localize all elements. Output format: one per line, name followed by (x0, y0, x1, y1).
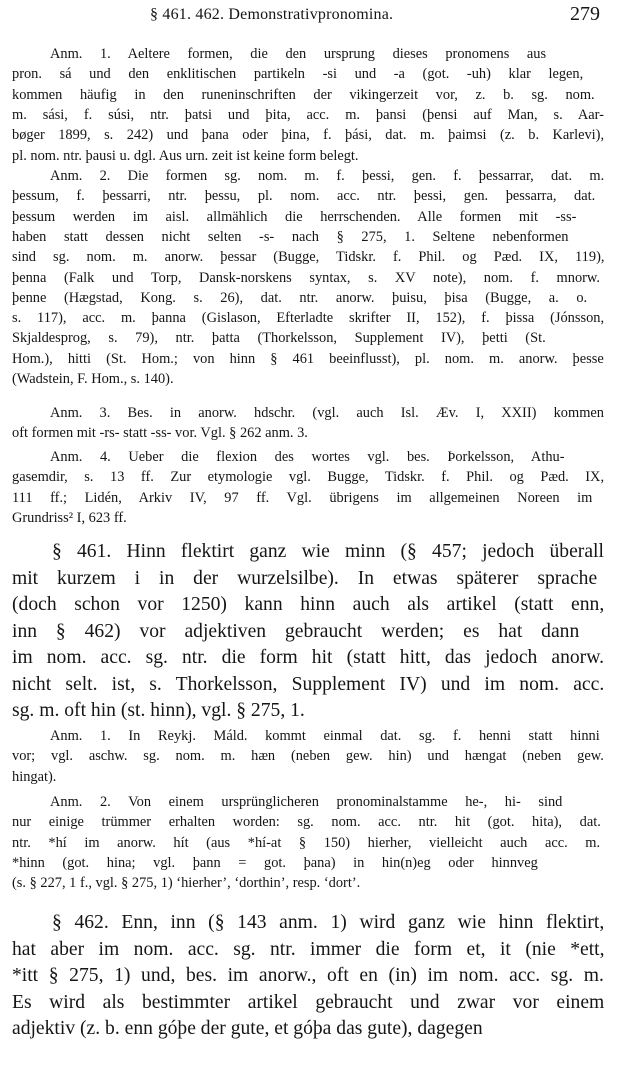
note-line: oft formen mit -rs- statt -ss- vor. Vgl. § 262 anm. 3. (12, 425, 308, 442)
page-number: 279 (570, 3, 600, 25)
paragraph-line: Es wird als bestimmter artikel gebraucht und zwar vor einem (12, 991, 605, 1013)
paragraph-line: im nom. acc. sg. ntr. die form hit (statt hitt, das jedoch anorw. (12, 647, 604, 668)
paragraph-line: § 461. Hinn flektirt ganz wie minn (§ 457; jedoch überall (52, 541, 604, 562)
note-line: Anm. 2. Die formen sg. nom. m. f. þessi, gen. f. þessarrar, dat. m. (50, 168, 605, 184)
note-line: Anm. 4. Ueber die flexion des wortes vgl. bes. Þorkelsson, Athu- (50, 449, 565, 465)
note-line: (Wadstein, F. Hom., s. 140). (12, 371, 174, 387)
page-header (0, 3, 620, 27)
note-line: Anm. 1. Aeltere formen, die den ursprung dieses pronomens aus (50, 46, 547, 62)
paragraph-line: sg. m. oft hin (st. hinn), vgl. § 275, 1. (12, 700, 305, 721)
note-line: kommen häufig in den runeninschriften der vikingerzeit vor, z. b. sg. nom. (12, 86, 595, 103)
note-line: Anm. 2. Von einem ursprünglicheren pronominalstamme he-, hi- sind (50, 794, 563, 810)
paragraph-line: adjektiv (z. b. enn góþe der gute, et góþa das gute), dagegen (12, 1018, 483, 1039)
note-line: vor; vgl. aschw. sg. nom. m. hæn (neben gew. hin) und hængat (neben gew. (12, 748, 604, 765)
note-line: pl. nom. ntr. þausi u. dgl. Aus urn. zeit ist keine form belegt. (12, 147, 359, 164)
note-line: Anm. 3. Bes. in anorw. hdschr. (vgl. auch Isl. Æv. I, XXII) kommen (50, 405, 604, 421)
note-line: *hinn (got. hina; vgl. þann = got. þana) in hin(n)eg oder hinnveg (12, 854, 538, 871)
note-line: 111 ff.; Lidén, Arkiv IV, 97 ff. Vgl. übrigens im allgemeinen Noreen im (12, 489, 593, 506)
paragraph-line: (doch schon vor 1250) kann hinn auch als artikel (statt enn, (12, 594, 605, 615)
note-line: sind sg. nom. m. anorw. þessar (Bugge, Tidskr. f. Phil. og Pæd. IX, 119), (12, 249, 605, 266)
note-line: Grundriss² I, 623 ff. (12, 509, 127, 526)
note-line: Hom.), hitti (St. Hom.; von hinn § 461 beeinflusst), pl. nom. m. anorw. þesse (12, 350, 604, 367)
note-line: bøger 1899, s. 242) und þana oder þina, f. þási, dat. m. þaimsi (z. b. Karlevi), (12, 127, 605, 144)
note-line: þessum, f. þessarri, ntr. þessu, pl. nom. acc. ntr. þessi, gen. þessarra, dat. (12, 188, 596, 205)
note-line: haben statt dessen nicht selten -s- nach § 275, 1. Seltene nebenformen (12, 228, 569, 245)
note-line: Anm. 1. In Reykj. Máld. kommt einmal dat. sg. f. henni statt hinni (50, 728, 600, 744)
note-line: Skjaldesprog, s. 79), ntr. þatta (Thorkelsson, Supplement IV), þetti (St. (12, 330, 546, 347)
paragraph-line: § 462. Enn, inn (§ 143 anm. 1) wird ganz wie hinn flektirt, (52, 912, 605, 933)
running-head: § 461. 462. Demonstrativpronomina. (150, 6, 394, 23)
paragraph-line: inn § 462) vor adjektiven gebraucht werden; es hat dann (12, 620, 580, 642)
note-line: gasemdir, s. 13 ff. Zur etymologie vgl. Bugge, Tidskr. f. Phil. og Pæd. IX, (12, 469, 605, 486)
note-line: þessum werden im aisl. allmählich die herrschenden. Alle formen mit -ss- (12, 208, 577, 225)
paragraph-line: mit kurzem i in der wurzelsilbe). In etwas späterer sprache (12, 567, 598, 589)
note-line: hingat). (12, 768, 57, 785)
note-line: pron. sá und den enklitischen partikeln -si und -a (got. -uh) klar legen, (12, 66, 584, 83)
paragraph-line: *itt § 275, 1) und, bes. im anorw., oft en (in) im nom. acc. sg. m. (12, 965, 604, 986)
note-line: þenne (Hægstad, Kong. s. 26), dat. ntr. anorw. þuisu, þisa (Bugge, a. o. (12, 289, 588, 306)
note-line: þenna (Falk und Torp, Dansk-norskens syntax, s. XV note), nom. f. mnorw. (12, 269, 600, 286)
paragraph-line: nicht selt. ist, s. Thorkelsson, Supplement IV) und im nom. acc. (12, 673, 605, 695)
note-line: nur einige trümmer erhalten worden: sg. nom. acc. ntr. hit (got. hita), dat. (12, 814, 601, 831)
note-line: (s. § 227, 1 f., vgl. § 275, 1) ‘hierher’, ‘dorthin’, resp. ‘dort’. (12, 875, 361, 892)
note-line: s. 117), acc. m. þanna (Gislason, Efterladte skrifter II, 152), f. þissa (Jónsson, (12, 310, 605, 327)
paragraph-line: hat aber im nom. acc. sg. ntr. immer die form et, it (nie *ett, (12, 938, 605, 960)
note-line: m. sási, f. súsi, ntr. þatsi und þita, acc. m. þansi (þensi auf Man, s. Aar- (12, 106, 604, 123)
note-line: ntr. *hí im anorw. hít (aus *hí-at § 150) hierher, vielleicht auch acc. m. (12, 834, 601, 851)
